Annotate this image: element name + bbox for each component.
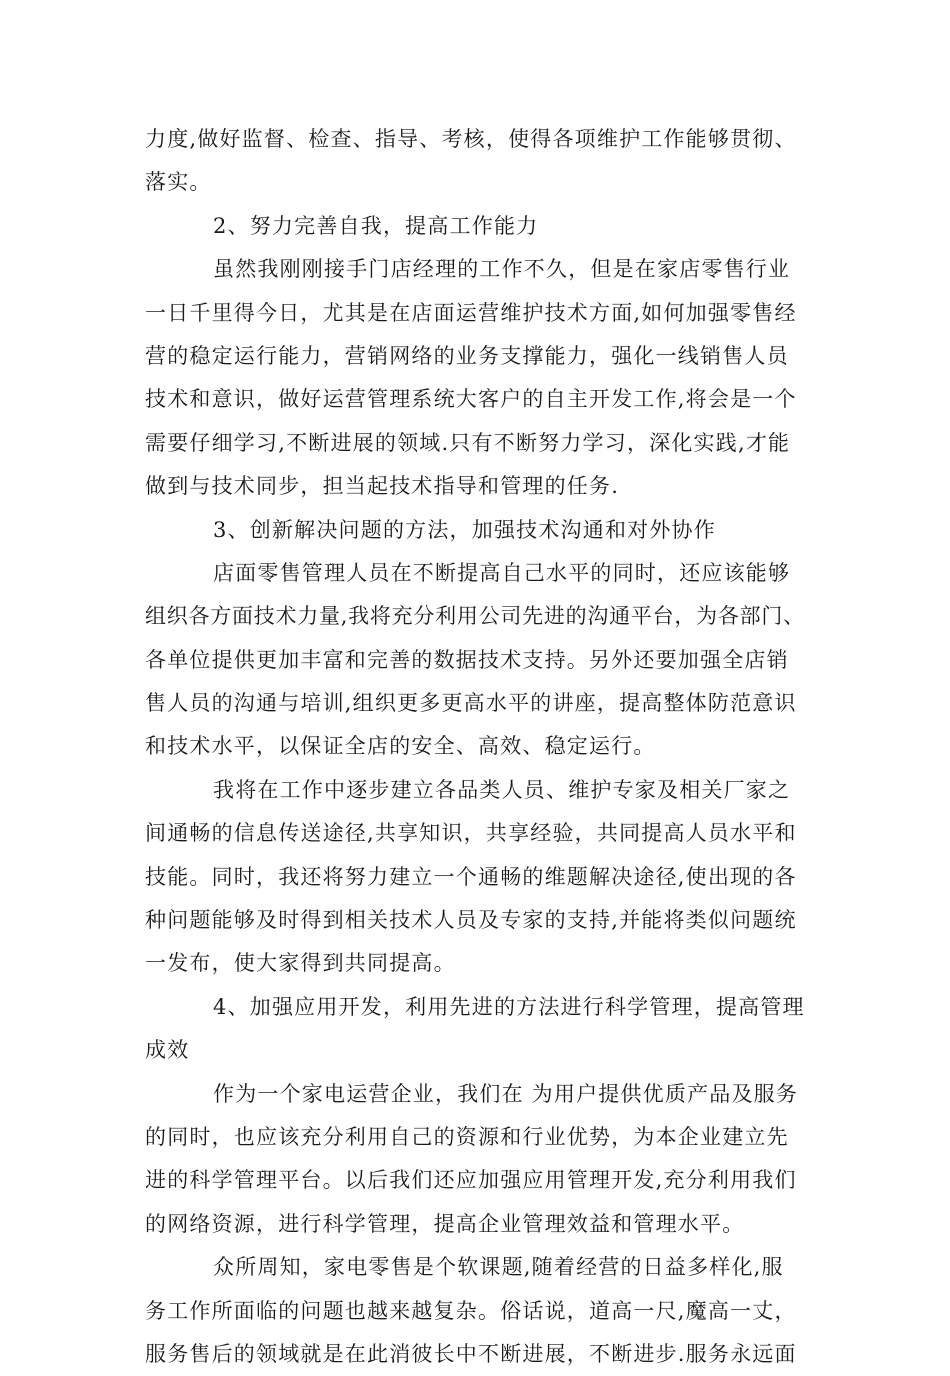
text-line: 的网络资源，进行科学管理，提高企业管理效益和管理水平。	[145, 1211, 745, 1236]
text-line: 务工作所面临的问题也越来越复杂。俗话说，道高一尺,魔高一丈，	[145, 1298, 797, 1323]
text-line: 营的稳定运行能力，营销网络的业务支撑能力，强化一线销售人员	[145, 343, 789, 368]
text-line: 组织各方面技术力量,我将充分利用公司先进的沟通平台，为各部门、	[145, 604, 805, 629]
text-line: 落实。	[145, 170, 212, 195]
document-page	[145, 118, 805, 1376]
text-line: 3、创新解决问题的方法，加强技术沟通和对外协作	[213, 517, 716, 542]
text-line: 进的科学管理平台。以后我们还应加强应用管理开发,充分利用我们	[145, 1168, 797, 1193]
text-line: 店面零售管理人员在不断提高自己水平的同时，还应该能够	[213, 560, 791, 585]
text-line: 的同时，也应该充分利用自己的资源和行业优势，为本企业建立先	[145, 1124, 789, 1149]
text-line: 服务售后的领域就是在此消彼长中不断进展，不断进步.服务永远面	[145, 1341, 797, 1366]
text-line: 2、努力完善自我，提高工作能力	[213, 213, 539, 238]
text-line: 众所周知，家电零售是个软课题,随着经营的日益多样化,服	[213, 1255, 784, 1280]
text-line: 间通畅的信息传送途径,共享知识，共享经验，共同提高人员水平和	[145, 821, 797, 846]
text-line: 成效	[145, 1038, 190, 1063]
text-line: 售人员的沟通与培训,组织更多更高水平的讲座，提高整体防范意识	[145, 691, 797, 716]
text-line: 技能。同时，我还将努力建立一个通畅的维题解决途径,使出现的各	[145, 864, 797, 889]
text-line: 种问题能够及时得到相关技术人员及专家的支持,并能将类似问题统	[145, 908, 797, 933]
text-line: 一日千里得今日，尤其是在店面运营维护技术方面,如何加强零售经	[145, 300, 797, 325]
text-line: 需要仔细学习,不断进展的领域.只有不断努力学习，深化实践,才能	[145, 430, 791, 455]
text-line: 4、加强应用开发，利用先进的方法进行科学管理，提高管理	[213, 994, 805, 1019]
text-line: 一发布，使大家得到共同提高。	[145, 951, 456, 976]
text-line: 虽然我刚刚接手门店经理的工作不久，但是在家店零售行业	[213, 257, 791, 282]
text-line: 做到与技术同步，担当起技术指导和管理的任务.	[145, 474, 620, 499]
text-line: 我将在工作中逐步建立各品类人员、维护专家及相关厂家之	[213, 777, 791, 802]
text-line: 各单位提供更加丰富和完善的数据技术支持。另外还要加强全店销	[145, 647, 789, 672]
text-line: 和技术水平，以保证全店的安全、高效、稳定运行。	[145, 734, 656, 759]
text-line: 力度,做好监督、检查、指导、考核，使得各项维护工作能够贯彻、	[145, 127, 797, 151]
text-line: 作为一个家电运营企业，我们在 为用户提供优质产品及服务	[213, 1081, 799, 1106]
text-line: 技术和意识，做好运营管理系统大客户的自主开发工作,将会是一个	[145, 387, 797, 412]
